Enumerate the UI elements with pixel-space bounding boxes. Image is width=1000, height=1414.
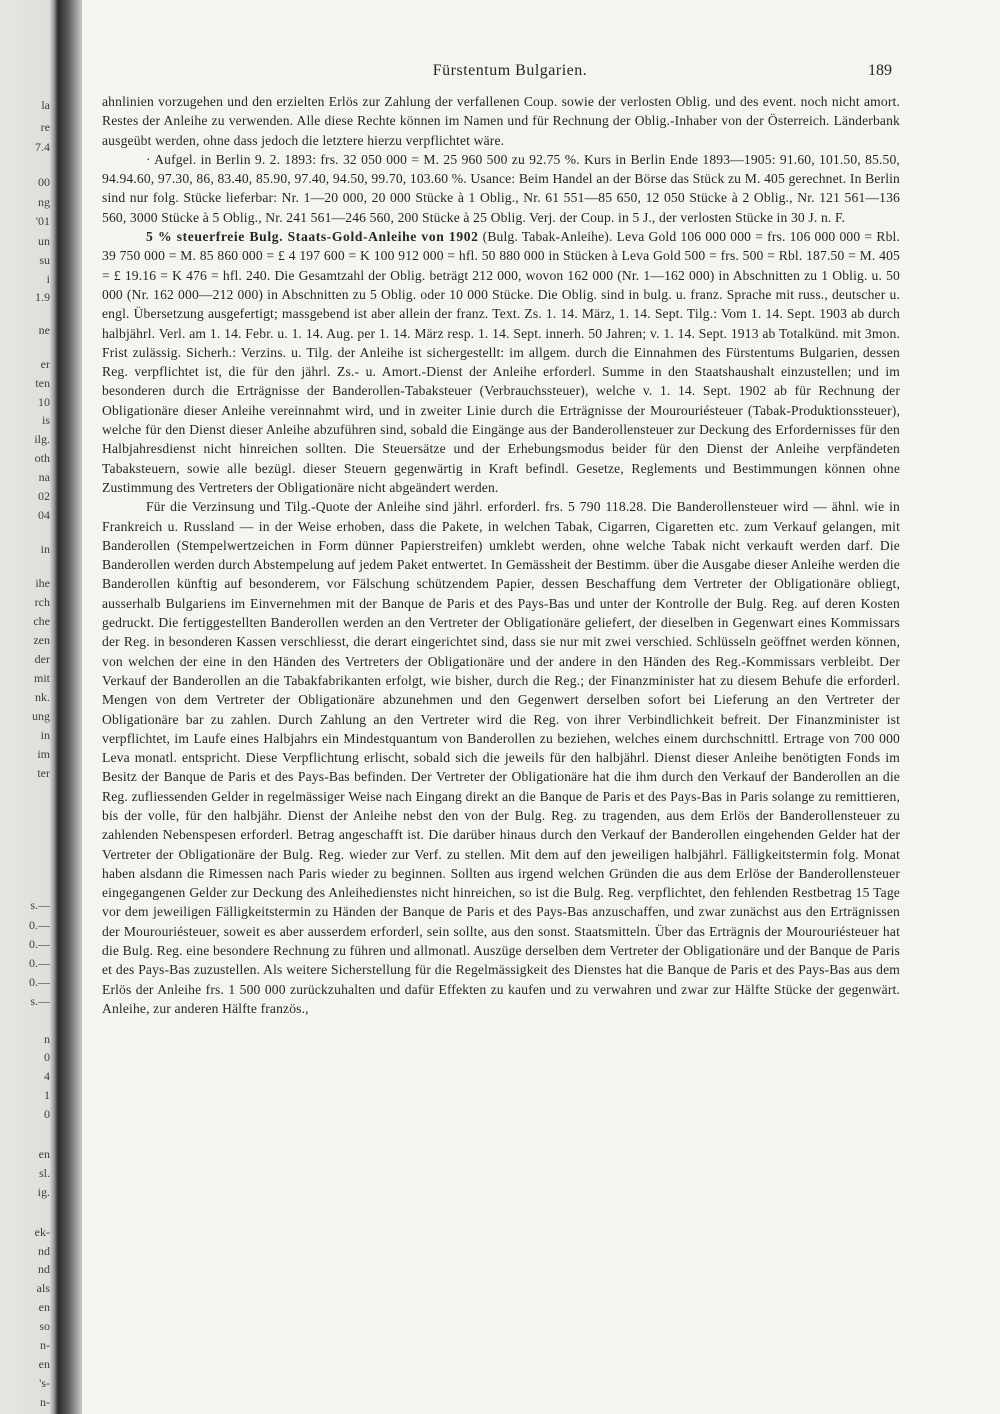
margin-fragment: 1.9 [35,290,50,304]
margin-fragment: ig. [37,1185,50,1199]
margin-fragment: ilg. [34,432,50,446]
margin-fragment: 0.— [29,956,50,970]
margin-fragment: ter [37,766,50,780]
loan-description: (Bulg. Tabak-Anleihe). Leva Gold 106 000 000 = frs. 106 000 000 = Rbl. 39 750 000 = M. 85 860 000 = £ 4 197 600 = K 100 912 000 = hfl. 50 880 000 in Stücken à Leva Gold 500 = frs. 500 = Rbl. 187.50 = M. 405 = £ 19.16 = K 476 = hfl. 240. Die Gesamtzahl der Oblig. beträgt 212 000, wovon 162 000 (Nr. 1—162 000) in Abschnitten zu 1 Oblig. u. 50 000 (Nr. 162 000—212 000) in Abschnitten zu 5 Oblig. oder 10 000 Stücke. Die Oblig. sind in bulg. u. franz. Sprache mit russ., deutscher u. engl. Übersetzung ausgefertigt; massgebend ist aber allein der franz. Text. Zs. 1. 14. März, 1. 14. Sept. Tilg.: Vom 1. 14. Sept. 1903 ab durch halbjährl. Verl. am 1. 14. Febr. u. 1. 14. Aug. per 1. 14. März resp. 1. 14. Sept. innerh. 50 Jahren; v. 1. 14. Sept. 1913 ab Totalkünd. mit 3mon. Frist zulässig. Sicherh.: Verzins. u. Tilg. der Anleihe ist sichergestellt: im allgem. durch die Einnahmen des Fürstentums Bulgarien, dessen Reg. verpflichtet ist, die für den jährl. Zs.- u. Amort.-Dienst der Anleihe erforderl. Summe in den Staatshaushalt einzustellen; und im besonderen durch die Erträgnisse der Banderollen-Tabaksteuer (Verbrauchssteuer), welche v. 1. 14. Sept. 1902 ab für Rechnung der Obligationäre dieser Anleihe vereinnahmt wird, und in zweiter Linie durch die Erträgnisse der Mourouriésteuer (Tabak-Produktionssteuer), welche für den Dienst dieser Anleihe abzuführen sind, sobald die Eingänge aus der Banderollensteuer zur Deckung des Erfordernisses für den Halbjahresdienst nicht hinreichen sollten. Die Steuersätze und der Erhebungsmodus beider für den Dienst der Anleihe verpfändeten Tabaksteuern, sowie alle bezügl. dieser Steuern gegenwärtig in Kraft befindl. Gesetze, Reglements und Bestimmungen können ohne Zustimmung des Vertreters der Obligationäre nicht abgeändert werden. [102,229,900,495]
margin-fragment: nd [38,1262,50,1276]
page-body [102,92,900,1018]
margin-fragment: 0 [44,1050,50,1064]
margin-fragment: 02 [38,489,50,503]
margin-fragment: ung [32,709,50,723]
margin-fragment: s.— [30,898,50,912]
margin-fragment: 7.4 [35,140,50,154]
margin-fragment: su [39,253,50,267]
margin-fragment: '01 [35,214,50,228]
page-title: Fürstentum Bulgarien. [432,62,588,79]
margin-fragment: nk. [35,690,50,704]
margin-fragment: 1 [44,1088,50,1102]
margin-fragment: 0.— [29,937,50,951]
margin-fragment: n- [40,1395,50,1409]
margin-fragment: n- [40,1338,50,1352]
previous-page-edge [0,0,58,1414]
margin-fragment: che [33,614,50,628]
margin-fragment: der [34,652,50,666]
margin-fragment: n [44,1032,50,1046]
margin-fragment: 10 [38,395,50,409]
margin-fragment: i [46,272,50,286]
margin-fragment: mit [33,671,50,685]
margin-fragment: 4 [44,1069,50,1083]
margin-fragment: en [38,1357,50,1371]
margin-fragment: so [39,1319,50,1333]
book-page [82,0,1000,1414]
margin-fragment: oth [34,451,50,465]
margin-fragment: ne [38,323,50,337]
margin-fragment: la [41,98,50,112]
margin-fragment: 0 [44,1107,50,1121]
book-spine [58,0,82,1414]
margin-fragment: ihe [35,576,50,590]
margin-fragment: 0.— [29,918,50,932]
margin-fragment: ten [35,376,50,390]
margin-fragment: na [38,470,50,484]
margin-fragment: 00 [38,175,50,189]
margin-fragment: als [36,1281,50,1295]
margin-fragment: ek- [34,1225,50,1239]
margin-fragment: rch [34,595,50,609]
margin-fragment: en [38,1147,50,1161]
margin-fragment: 04 [38,508,50,522]
margin-fragment: re [40,120,50,134]
margin-fragment: er [40,357,50,371]
margin-fragment: ng [38,195,50,209]
margin-fragment: un [38,234,50,248]
page-number: 189 [868,62,892,79]
paragraph-loan-1902 [102,227,900,497]
running-header [82,62,1000,84]
paragraph-footnote-berlin: · Aufgel. in Berlin 9. 2. 1893: frs. 32 050 000 = M. 25 960 500 zu 92.75 %. Kurs in Berlin Ende 1893—1905: 91.60, 101.50, 85.50, 94.94.60, 97.30, 86, 83.40, 85.90, 97.40, 94.50, 99.70, 103.60 %. Usance: Beim Handel an der Börse das Stück zu M. 405 gerechnet. In Berlin sind nur folg. Stücke lieferbar: Nr. 1—20 000, 20 000 Stücke à 1 Oblig., Nr. 61 551—85 650, 12 050 Stücke à 2 Oblig., Nr. 121 561—136 560, 3000 Stücke à 5 Oblig., Nr. 241 561—246 560, 200 Stücke à 25 Oblig. Verj. der Coup. in 5 J., der verlosten Stücke in 30 J. n. F. [102,151,900,225]
margin-fragment: is [41,413,50,427]
margin-fragment: im [37,747,50,761]
loan-heading: 5 % steuerfreie Bulg. Staats-Gold-Anleihe von 1902 [146,229,479,245]
paragraph-continuation: ahnlinien vorzugehen und den erzielten Erlös zur Zahlung der verfallenen Coup. sowie der verlosten Oblig. und des event. noch nicht amort. Restes der Anleihe zu verwenden. Alle diese Rechte können im Namen und für Rechnung der Oblig.-Inhaber von der Österreich. Länderbank ausgeübt werden, ohne dass jedoch die letztere hierzu verpflichtet wäre. [102,94,900,148]
margin-fragment: nd [38,1244,50,1258]
margin-fragment: sl. [38,1166,50,1180]
margin-fragment: en [38,1300,50,1314]
margin-fragment: in [40,728,50,742]
paragraph-banderole-tax: Für die Verzinsung und Tilg.-Quote der Anleihe sind jährl. erforderl. frs. 5 790 118.28. Die Banderollensteuer wird — ähnl. wie in Frankreich u. Russland — in der Weise erhoben, dass die Pakete, in welchen Tabak, Cigarren, Cigaretten etc. zum Verkauf gelangen, mit Banderollen (Stempelwertzeichen in Form dünner Papierstreifen) umklebt werden, ohne welche Tabak nicht verkauft werden darf. Die Banderollen werden durch Abstempelung auf jedem Paket entwertet. In Gemässheit der Bestimm. über die Ausgabe dieser Anleihe werden die Banderollen künftig auf besonderem, vor Fälschung schützendem Papier, dessen Beschaffung dem Vertreter der Obligationäre obliegt, ausserhalb Bulgariens im Einvernehmen mit der Banque de Paris et des Pays-Bas und unter der Kontrolle der Bulg. Reg. auf deren Kosten gedruckt. Die fertiggestellten Banderollen werden an den Vertreter der Obligationäre geliefert, der dieselben in Gegenwart eines Kommissars der Reg. in besonderen Kassen verschliesst, die derart eingerichtet sind, dass sie nur mit zwei verschied. Schlüsseln geöffnet werden können, von welchen der eine in den Händen des Vertreters der Obligationäre und der andere in den Händen des Reg.-Kommissars verbleibt. Der Verkauf der Banderollen an die Tabakfabrikanten erfolgt, wie bisher, durch die Reg.; der Finanzminister hat zu diesem Behufe die erforderl. Mengen von dem Vertreter der Obligationäre abzunehmen und den Gegenwert derselben sofort bei Lieferung an den Vertreter der Obligationäre bar zu zahlen. Durch Zahlung an den Vertreter wird die Reg. von ihrer Verbindlichkeit befreit. Der Finanzminister ist verpflichtet, im Laufe eines Halbjahrs ein Mindestquantum von Banderollen zu beziehen, welches einem durchschnittl. Ertrage von 700 000 Leva monatl. entspricht. Diese Verpflichtung erlischt, sobald sich die jeweils für den halbjährl. Dienst dieser Anleihe benötigten Fonds im Besitz der Banque de Paris et des Pays-Bas befinden. Der Vertreter der Obligationäre hat die ihm durch den Verkauf der Banderollen an die Reg. zufliessenden Gelder in regelmässiger Weise nach Eingang direkt an die Banque de Paris et des Pays-Bas in Paris solange zu remittieren, bis der volle, für den halbjähr. Dienst der Anleihe nebst den von der Bulg. Reg. zu tragenden, aus dem Erlös der Banderollensteuer zu zahlenden Nebenspesen erforderl. Betrag angeschafft ist. Die darüber hinaus durch den Verkauf der Banderollen eingehenden Gelder hat der Vertreter der Obligationäre der Bulg. Reg. wieder zur Verf. zu stellen. Mit dem auf den jeweiligen halbjährl. Fälligkeitstermin folg. Monat haben alsdann die Rimessen nach Paris wieder zu beginnen. Sollten aus irgend welchen Gründen die aus dem Erlöse der Banderollensteuer eingegangenen Gelder zur Deckung des Anleihedienstes nicht hinreichen, so ist die Bulg. Reg. verpflichtet, den fehlenden Restbetrag 15 Tage vor dem jeweiligen Fälligkeitstermin zu Händen der Banque de Paris et des Pays-Bas anzuschaffen, und zwar zunächst aus den Erträgnissen der Mourouriésteuer, soweit es aber ausserdem erforderl, sein sollte, aus den sonst. Staatsmitteln. Über das Erträgnis der Mourouriésteuer hat die Bulg. Reg. eine besondere Rechnung zu führen und allmonatl. Auszüge derselben dem Vertreter der Obligationäre und der Banque de Paris et des Pays-Bas zuzustellen. Als weitere Sicherstellung für die Regelmässigkeit des Dienstes hat die Banque de Paris et des Pays-Bas aus dem Erlös der Anleihe frs. 1 500 000 zurückzuhalten und dafür Effekten zu kaufen und zu verwahren und zwar zur Hälfte Stücke der gegenwärt. Anleihe, zur anderen Hälfte französ., [102,499,900,1016]
margin-fragment: s.— [30,994,50,1008]
margin-fragment: zen [33,633,50,647]
margin-fragment: 's- [39,1376,50,1390]
margin-fragment: 0.— [29,975,50,989]
margin-fragment: in [40,542,50,556]
